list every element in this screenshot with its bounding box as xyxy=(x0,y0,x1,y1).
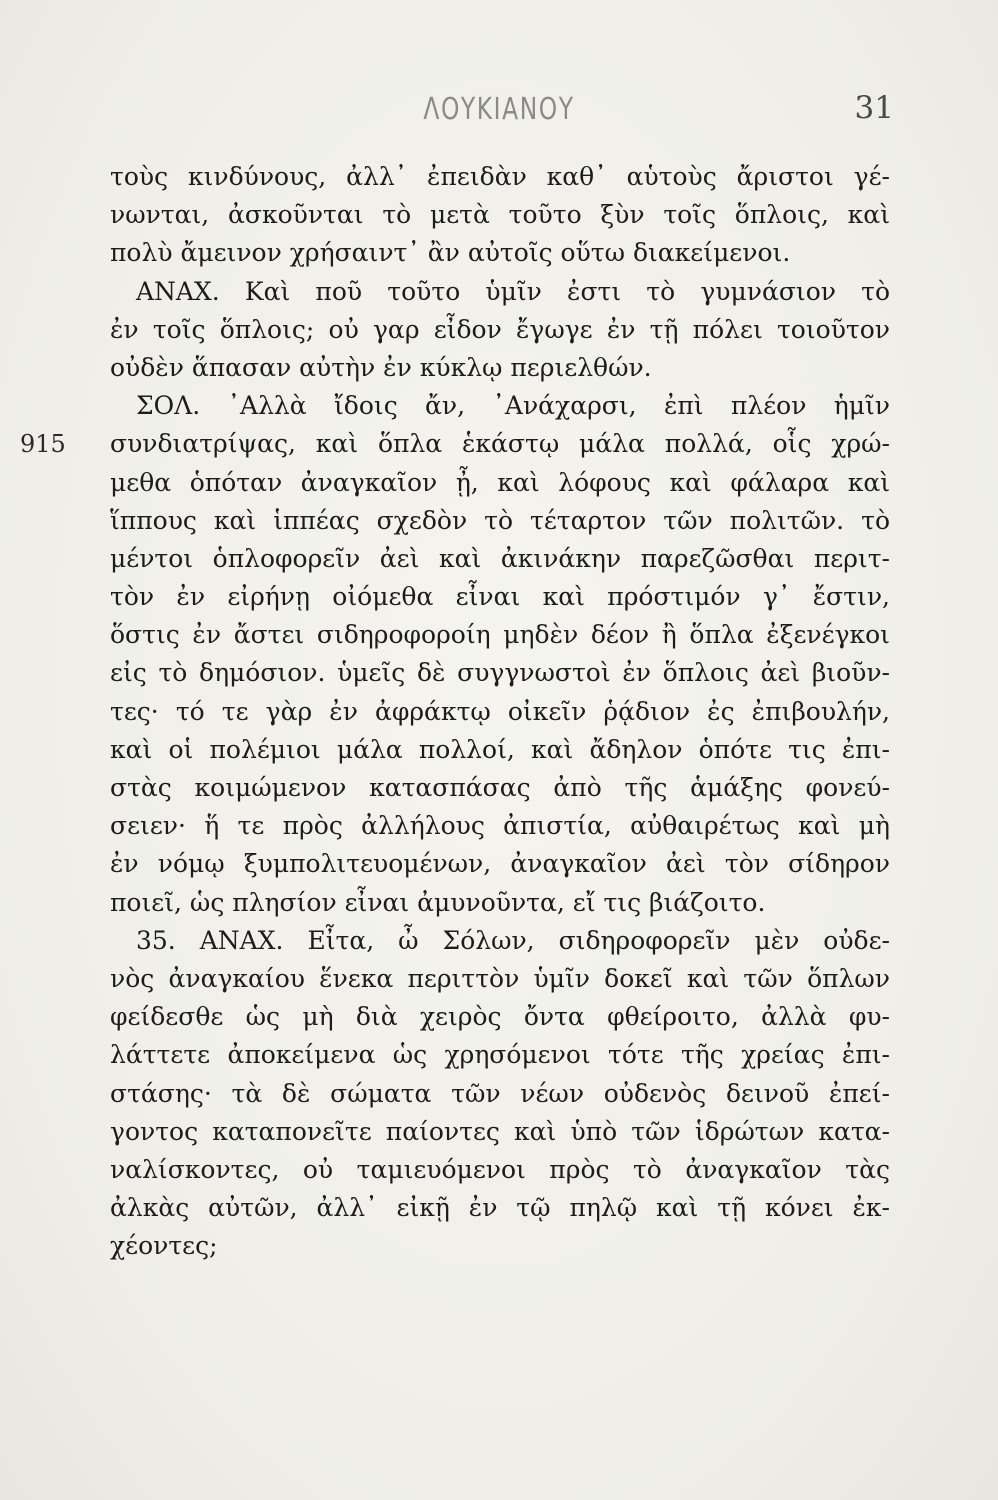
text-line: νωνται, ἀσκοῦνται τὸ μετὰ τοῦτο ξὺν τοῖς ὅπλοις, καὶ xyxy=(110,200,890,230)
text-line: τες· τό τε γὰρ ἐν ἀφράκτῳ οἰκεῖν ῥᾴδιον ἐς ἐπιβουλήν, xyxy=(110,696,890,726)
text-line-content: συνδιατρίψας, καὶ ὅπλα ἑκάστῳ μάλα πολλά, οἷς χρώ- xyxy=(110,429,890,459)
body-text xyxy=(20,158,890,1265)
text-line: νὸς ἀναγκαίου ἕνεκα περιττὸν ὑμῖν δοκεῖ καὶ τῶν ὅπλων xyxy=(110,963,890,993)
text-line: οὐδὲν ἅπασαν αὐτὴν ἐν κύκλῳ περιελθών. xyxy=(110,352,652,382)
text-line: φείδεσθε ὡς μὴ διὰ χειρὸς ὄντα φθείροιτο, ἀλλὰ φυ- xyxy=(110,1002,890,1032)
margin-line-number: 915 xyxy=(20,430,66,459)
text-line-with-margin-number xyxy=(20,425,890,463)
text-line: τὸν ἐν εἰρήνῃ οἰόμεθα εἶναι καὶ πρόστιμόν γ᾽ ἔστιν, xyxy=(110,582,890,612)
text-line: ΣΟΛ. ᾿Αλλὰ ἴδοις ἄν, ᾿Ανάχαρσι, ἐπὶ πλέον ἡμῖν xyxy=(136,391,890,421)
running-head xyxy=(0,92,998,132)
text-line: ἐν τοῖς ὅπλοις; οὐ γαρ εἶδον ἔγωγε ἐν τῇ πόλει τοιοῦτον xyxy=(110,314,890,344)
text-line: καὶ οἱ πολέμιοι μάλα πολλοί, καὶ ἄδηλον ὁπότε τις ἐπι- xyxy=(110,734,890,764)
text-line: ναλίσκοντες, οὐ ταμιευόμενοι πρὸς τὸ ἀναγκαῖον τὰς xyxy=(110,1154,890,1184)
text-line: ὅστις ἐν ἄστει σιδηροφοροίη μηδὲν δέον ἢ ὅπλα ἐξενέγκοι xyxy=(110,620,890,650)
text-line: ΑΝΑΧ. Καὶ ποῦ τοῦτο ὑμῖν ἐστι τὸ γυμνάσιον τὸ xyxy=(136,276,890,306)
text-line: στὰς κοιμώμενον κατασπάσας ἀπὸ τῆς ἁμάξης φονεύ- xyxy=(110,773,890,802)
text-line: μεθα ὁπόταν ἀναγκαῖον ᾖ, καὶ λόφους καὶ φάλαρα καὶ xyxy=(110,467,890,497)
text-line: τοὺς κινδύνους, ἀλλ᾽ ἐπειδὰν καθ᾽ αὑτοὺς ἄριστοι γέ- xyxy=(110,162,890,191)
text-line: λάττετε ἀποκείμενα ὡς χρησόμενοι τότε τῆς χρείας ἐπι- xyxy=(110,1040,890,1070)
text-line: ἐν νόμῳ ξυμπολιτευομένων, ἀναγκαῖον ἀεὶ τὸν σίδηρον xyxy=(110,849,890,879)
text-line: πολὺ ἄμεινον χρήσαιντ᾽ ἂν αὐτοῖς οὕτω διακείμενοι. xyxy=(110,238,791,268)
text-line: 35. ΑΝΑΧ. Εἶτα, ὦ Σόλων, σιδηροφορεῖν μὲν οὐδε- xyxy=(136,925,890,955)
text-line: γοντος καταπονεῖτε παίοντες καὶ ὑπὸ τῶν ἱδρώτων κατα- xyxy=(110,1116,890,1146)
page-number: 31 xyxy=(854,90,894,126)
text-line: ἵππους καὶ ἱππέας σχεδὸν τὸ τέταρτον τῶν πολιτῶν. τὸ xyxy=(110,505,890,535)
text-line: σειεν· ἥ τε πρὸς ἀλλήλους ἀπιστία, αὐθαιρέτως καὶ μὴ xyxy=(110,811,890,841)
text-line: ποιεῖ, ὡς πλησίον εἶναι ἀμυνοῦντα, εἴ τις βιάζοιτο. xyxy=(110,887,766,917)
text-line: εἰς τὸ δημόσιον. ὑμεῖς δὲ συγγνωστοὶ ἐν ὅπλοις ἀεὶ βιοῦν- xyxy=(110,658,890,688)
text-line: ἀλκὰς αὐτῶν, ἀλλ᾽ εἰκῇ ἐν τῷ πηλῷ καὶ τῇ κόνει ἐκ- xyxy=(110,1193,890,1223)
running-title: ΛΟΥΚΙΑΝΟΥ xyxy=(423,92,575,127)
text-line: χέοντες; xyxy=(110,1231,218,1261)
text-line: στάσης· τὰ δὲ σώματα τῶν νέων οὐδενὸς δεινοῦ ἐπεί- xyxy=(110,1078,890,1108)
text-line: μέντοι ὁπλοφορεῖν ἀεὶ καὶ ἀκινάκην παρεζῶσθαι περιτ- xyxy=(110,543,890,573)
